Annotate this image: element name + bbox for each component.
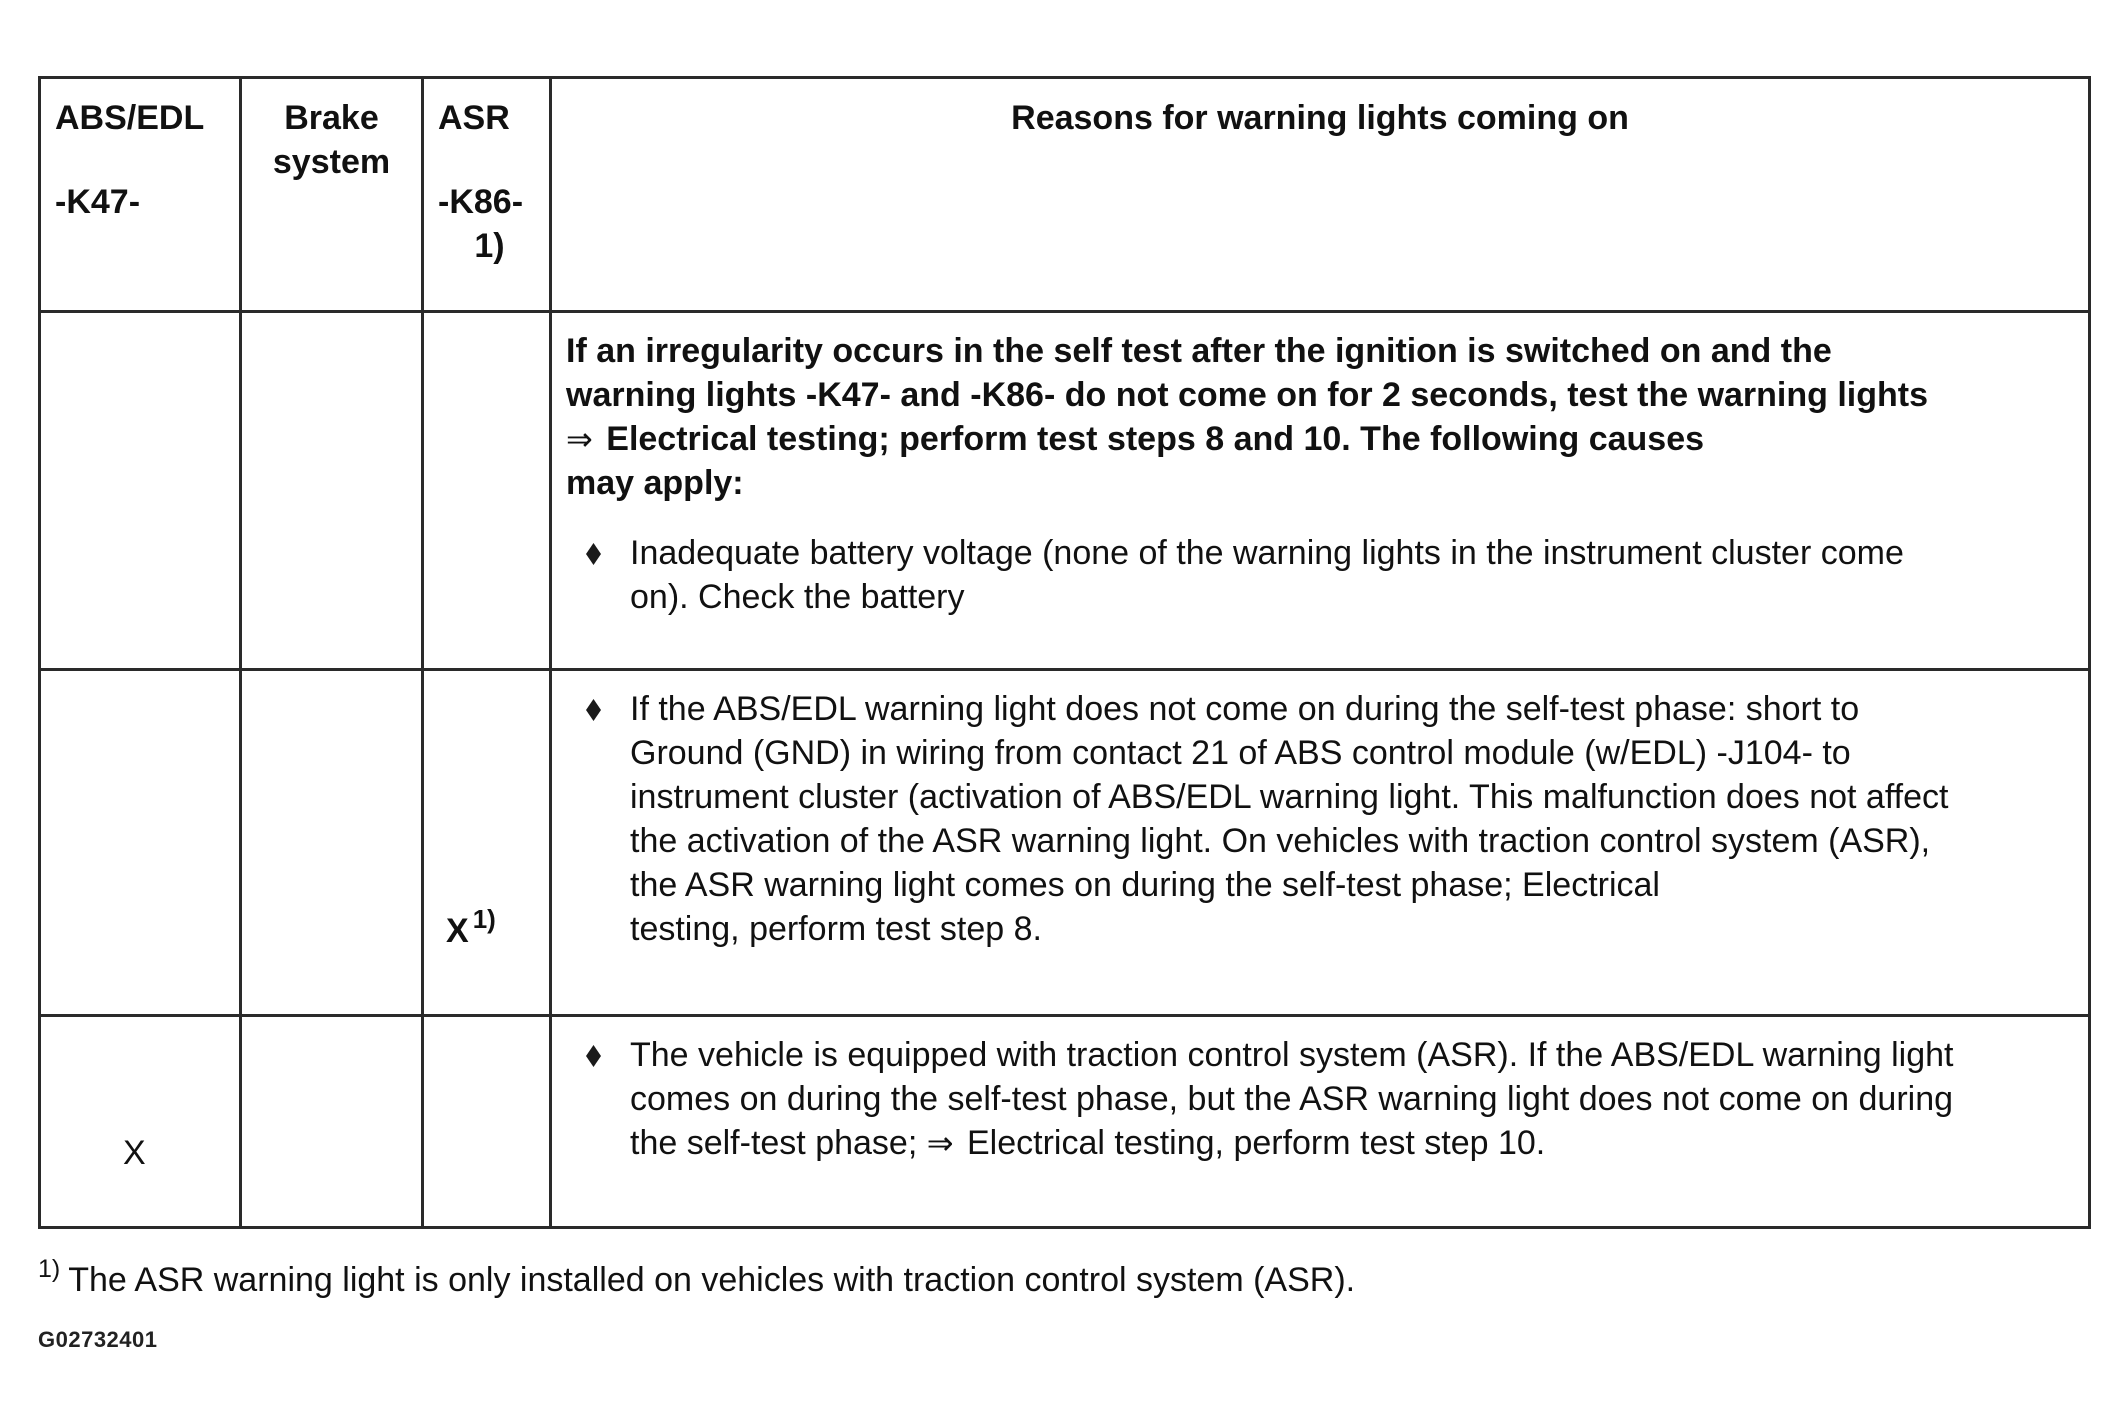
footnote bbox=[38, 1247, 1355, 1302]
footnote-marker: 1) bbox=[38, 1255, 61, 1283]
bullet-line: the ASR warning light comes on during the self-test phase; Electrical bbox=[630, 866, 1660, 904]
table-header-row bbox=[40, 78, 2090, 312]
diamond-bullet-icon bbox=[586, 1045, 601, 1067]
header-asr-code: -K86- bbox=[438, 183, 524, 221]
bullet-line: The vehicle is equipped with traction control system (ASR). If the ABS/EDL warning light bbox=[630, 1036, 1954, 1074]
diamond-bullet-icon bbox=[586, 699, 601, 721]
header-abs-edl-label: ABS/EDL bbox=[55, 99, 205, 137]
list-item bbox=[566, 1033, 2072, 1165]
list-item bbox=[566, 687, 2072, 951]
header-brake-label-2: system bbox=[272, 143, 391, 181]
intro-paragraph bbox=[566, 329, 2072, 505]
bullet-line: Ground (GND) in wiring from contact 21 of ABS control module (w/EDL) -J104- to bbox=[630, 734, 1851, 772]
header-abs-edl bbox=[40, 78, 241, 312]
table-row bbox=[40, 670, 2090, 1016]
asr-mark bbox=[446, 899, 496, 951]
intro-line: may apply: bbox=[566, 464, 744, 502]
cell-brake bbox=[241, 670, 423, 1016]
bullet-line: the self-test phase; bbox=[630, 1124, 918, 1162]
abs-edl-mark: X bbox=[123, 1134, 146, 1172]
cell-reasons bbox=[551, 312, 2090, 670]
bullet-line: the activation of the ASR warning light. On vehicles with traction control system (ASR), bbox=[630, 822, 1931, 860]
right-double-arrow-icon: ⇒ bbox=[566, 421, 593, 457]
warning-light-table bbox=[38, 76, 2091, 1229]
header-asr-label: ASR bbox=[438, 99, 510, 137]
cell-brake bbox=[241, 1016, 423, 1228]
bullet-line: If the ABS/EDL warning light does not come on during the self-test phase: short to bbox=[630, 690, 1860, 728]
bullet-line: comes on during the self-test phase, but the ASR warning light does not come on during bbox=[630, 1080, 1954, 1118]
header-reasons: Reasons for warning lights coming on bbox=[551, 78, 2090, 312]
table-row bbox=[40, 312, 2090, 670]
header-asr bbox=[423, 78, 551, 312]
cell-asr bbox=[423, 312, 551, 670]
header-brake-system bbox=[241, 78, 423, 312]
bullet-line: Electrical testing, perform test step 10. bbox=[967, 1124, 1546, 1162]
list-item bbox=[566, 531, 2072, 619]
intro-line: If an irregularity occurs in the self test after the ignition is switched on and the bbox=[566, 332, 1832, 370]
cell-abs-edl bbox=[40, 1016, 241, 1228]
header-asr-footnote-ref: 1) bbox=[474, 227, 505, 265]
header-brake-label: Brake bbox=[284, 99, 379, 137]
right-double-arrow-icon: ⇒ bbox=[926, 1125, 954, 1161]
bullet-line: instrument cluster (activation of ABS/EDL warning light. This malfunction does not affect bbox=[630, 778, 1949, 816]
cell-abs-edl bbox=[40, 312, 241, 670]
footnote-text: The ASR warning light is only installed on vehicles with traction control system (ASR). bbox=[68, 1261, 1356, 1299]
cell-asr bbox=[423, 670, 551, 1016]
bullet-line: on). Check the battery bbox=[630, 578, 965, 616]
asr-mark-x: X bbox=[446, 912, 469, 950]
cell-brake bbox=[241, 312, 423, 670]
asr-mark-footnote-ref: 1) bbox=[472, 904, 496, 934]
table-row bbox=[40, 1016, 2090, 1228]
cell-asr bbox=[423, 1016, 551, 1228]
intro-line: warning lights -K47- and -K86- do not come on for 2 seconds, test the warning lights bbox=[566, 376, 1929, 414]
figure-id: G02732401 bbox=[38, 1327, 158, 1352]
bullet-line: Inadequate battery voltage (none of the warning lights in the instrument cluster come bbox=[630, 534, 1904, 572]
cell-abs-edl bbox=[40, 670, 241, 1016]
cell-reasons bbox=[551, 1016, 2090, 1228]
bullet-line: testing, perform test step 8. bbox=[630, 910, 1042, 948]
cell-reasons bbox=[551, 670, 2090, 1016]
diamond-bullet-icon bbox=[586, 543, 601, 565]
header-abs-edl-code: -K47- bbox=[55, 183, 141, 221]
intro-line: Electrical testing; perform test steps 8 and 10. The following causes bbox=[606, 420, 1705, 458]
